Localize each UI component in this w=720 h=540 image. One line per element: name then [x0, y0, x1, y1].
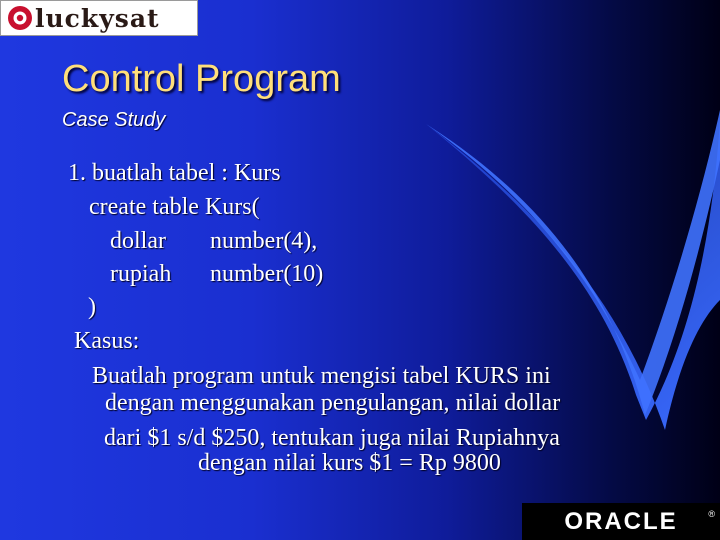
slide-subtitle: Case Study — [62, 109, 166, 131]
body-line: number(4), — [210, 228, 318, 254]
body-line: dollar — [110, 228, 166, 254]
body-line: Kasus: — [74, 328, 140, 354]
registered-mark: ® — [708, 509, 715, 519]
body-line: number(10) — [210, 261, 324, 287]
oracle-logo — [522, 503, 720, 540]
logo-mark-icon — [7, 5, 33, 31]
oracle-logo-text: ORACLE — [564, 507, 678, 535]
body-line: rupiah — [110, 261, 172, 287]
luckysat-logo — [0, 0, 198, 36]
body-line: dari $1 s/d $250, tentukan juga nilai Rupiahnya — [104, 425, 560, 451]
body-line: 1. buatlah tabel : Kurs — [68, 160, 281, 186]
slide-title: Control Program — [62, 58, 341, 100]
body-line: Buatlah program untuk mengisi tabel KURS ini — [92, 363, 551, 389]
logo-text: luckysat — [35, 3, 160, 33]
body-line: create table Kurs( — [89, 194, 260, 220]
body-line: dengan menggunakan pengulangan, nilai dollar — [105, 390, 561, 416]
body-line: dengan nilai kurs $1 = Rp 9800 — [198, 450, 501, 476]
body-line: ) — [88, 294, 96, 320]
